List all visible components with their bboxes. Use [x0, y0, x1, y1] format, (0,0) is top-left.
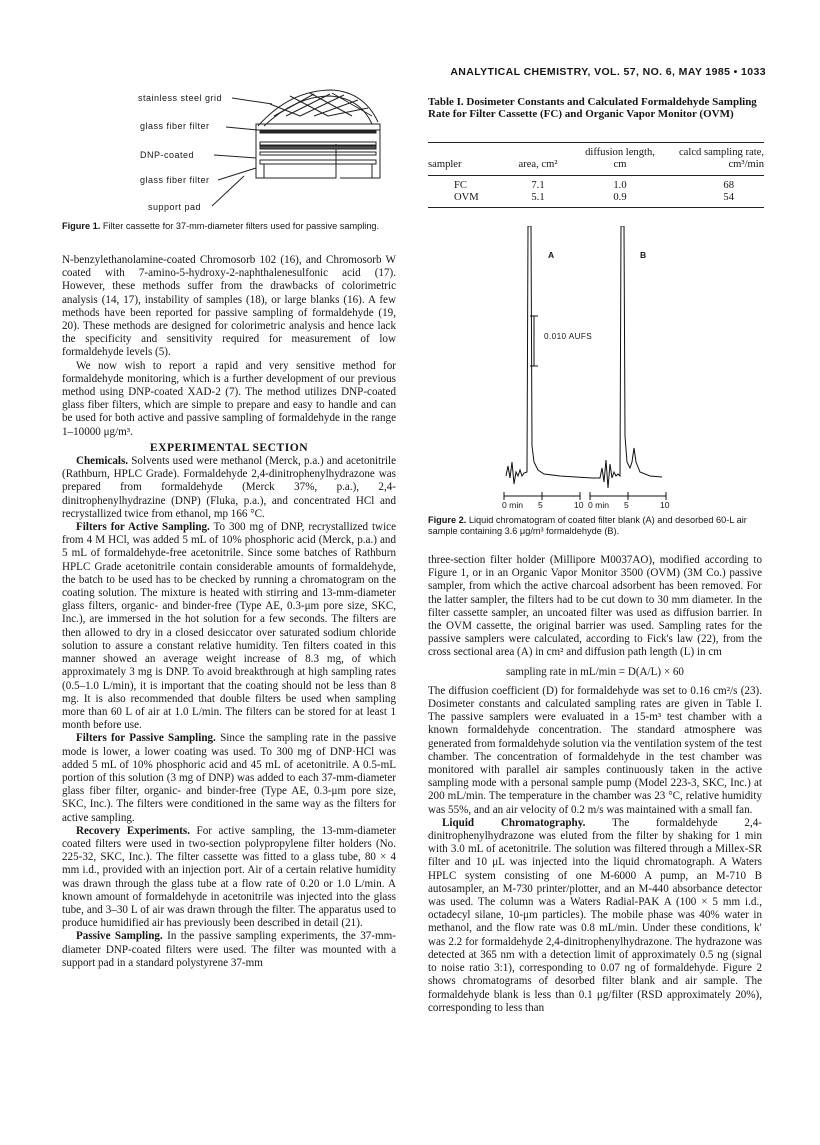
figure-2-caption-label: Figure 2.: [428, 515, 467, 525]
axis-b-tick-0: 0 min: [588, 500, 610, 510]
table-cell: 5.1: [498, 192, 578, 208]
peak-label-a: A: [548, 250, 555, 260]
figure-2-caption: [428, 515, 764, 537]
table-1: [428, 142, 764, 208]
axis-b-tick-5: 5: [624, 500, 629, 510]
axis-b-tick-10: 10: [660, 500, 670, 510]
paragraph-text: The formaldehyde 2,4-dinitrophenylhydrazone was eluted from the filter by shaking for 1 min with 3.0 mL of acetonitrile. The solution was filtered through a Millex-SR filter and 10 μL was injected into the liquid chromatograph. A Waters HPLC system consisting of one M-6000 A pump, an M-710 B autosampler, an M-730 printer/plotter, and an M-440 absorbance detector was used. The column was a Waters Radial-PAK A (100 × 5 mm i.d., octadecyl silane, 10-μm particles). The mobile phase was 40% water in methanol, and the flow rate was 0.8 mL/min. Under these conditions, k′ was 2.2 for formaldehyde 2,4-dinitrophenylhydrazone. The hydrazone was detected at 365 nm with a detection limit of approximately 0.5 ng (signal to noise ratio 3:1), corresponding to 0.07 ng of formaldehyde. Figure 2 shows chromatograms of desorbed filter blank and air sample. The formaldehyde blank is less than 0.1 μg/filter (RSD approximately 20%), corresponding to less than: [428, 816, 762, 1014]
label-glass-fiber-filter-bottom: glass fiber filter: [140, 175, 210, 185]
table-cell: FC: [454, 180, 467, 191]
paragraph-passive-filters: [62, 732, 396, 824]
table-header-cell: diffusion length, cm: [578, 143, 662, 176]
table-cell: 54: [662, 192, 764, 208]
paragraph-text: To 300 mg of DNP, recrystallized twice from 4 M HCl, was added 5 mL of 10% phosphoric acid (Merck, p.a.) and 5 mL of formaldehyde-free acetonitrile. Since some batches of Rathburn HPLC Grade acetonitrile contain considerable amounts of formaldehyde, the batch to be used has to be checked by running a chromatogram on the coating solution. The mixture is heated with stirring and 13-mm-diameter glass filters, organic- and binder-free (Type AE, 0.3-μm pore size, SKC, Inc.), are immersed in the hot solution for a few seconds. The filters are then allowed to dry in a closed desiccator over saturated sodium chloride solution to assure a constant relative humidity. Ten filters coated in this manner showed an average weight increase of 8.3 mg, of which approximately 3 mg is DNP. To avoid breakthrough at high sampling rates (0.5–1.0 L/min), it is important that the coating should not be less than 8 mg. It is also recommended that double filters be used when sampling more than 60 L of air at 1.0 L/min. The filters can be stored for at least 1 month before use.: [62, 521, 396, 732]
table-cell: 68: [723, 180, 734, 191]
paragraph-chemicals: [62, 455, 396, 521]
label-support-pad: support pad: [148, 202, 202, 212]
table-header-row: [428, 143, 764, 176]
axis-a-tick-0: 0 min: [502, 500, 524, 510]
equation: sampling rate in mL/min = D(A/L) × 60: [506, 665, 684, 678]
table-header-cell: calcd sampling rate, cm³/min: [662, 143, 764, 176]
table-header-cell: sampler: [428, 143, 498, 176]
table-cell: 0.9: [578, 192, 662, 208]
label-stainless-steel-grid: stainless steel grid: [138, 93, 223, 103]
section-heading: EXPERIMENTAL SECTION: [149, 440, 309, 454]
axis-a-tick-5: 5: [538, 500, 543, 510]
label-dnp-coated: DNP-coated: [140, 150, 195, 160]
paragraph-passive-sampling: [62, 930, 396, 970]
run-in-heading: Recovery Experiments.: [76, 824, 191, 837]
table-cell: 7.1: [531, 180, 545, 191]
paragraph: The diffusion coefficient (D) for formaldehyde was set to 0.16 cm²/s (23). Dosimeter constants and calculated sampling rates are given in Table I. The passive samplers were evaluated in a 15-m³ test chamber with a known formaldehyde concentration. The standard atmosphere was generated from formaldehyde solution via the ventilation system of the test chamber. The concentration of formaldehyde in the test chamber was monitored with parallel air samples continuously taken in the active sampling mode with a personal sample pump (Model 223-3, SKC, Inc.) at 200 mL/min. The temperature in the chamber was 23 °C, relative humidity was 55%, and an air velocity of 0.2 m/s was maintained with a small fan.: [428, 684, 762, 816]
figure-2: [500, 226, 690, 516]
paragraph-active-filters: [62, 521, 396, 732]
run-in-heading: Passive Sampling.: [76, 930, 163, 943]
figure-2-caption-text: Liquid chromatogram of coated filter blank (A) and desorbed 60-L air sample containing 3.6 μg/m³ formaldehyde (B).: [428, 515, 747, 536]
label-glass-fiber-filter-top: glass fiber filter: [140, 121, 210, 131]
table-cell: 1.0: [613, 180, 627, 191]
paragraph-text: Since the sampling rate in the passive mode is lower, a lower coating was used. To 300 mg of DNP·HCl was added 5 mL of 10% phosphoric acid and 45 mL of acetonitrile. A 0.5-mL portion of this solution (3 mg of DNP) was added to each 37-mm-diameter glass fiber filter, organic- and binder-free (Type AE, 0.3-μm pore size, SKC, Inc.). The filters were conditioned in the same way as the filters for active sampling.: [62, 732, 396, 824]
right-column: [428, 554, 762, 1015]
left-column: [62, 254, 396, 970]
paragraph-text: For active sampling, the 13-mm-diameter coated filters were used in two-section polypropylene filter holders (No. 225-32, SKC, Inc.). The filter cassette was fitted to a glass tube, 80 × 4 mm i.d., provided with an injection port. Air of a certain relative humidity was drawn through the glass tube at a flow rate of 0.20 or 1.0 L/min. A known amount of formaldehyde in acetonitrile was injected into the glass tube, and 3–30 L of air was drawn through the filter. The apparatus used to produce humidified air has previously been described in detail (21).: [62, 824, 397, 930]
figure-1-caption: [62, 221, 398, 232]
table-cell: OVM: [428, 192, 498, 208]
paragraph-text: In the passive sampling experiments, the 37-mm-diameter DNP-coated filters were used. The filter was mounted with a support pad in a standard polystyrene 37-mm: [62, 930, 397, 969]
run-in-heading: Liquid Chromatography.: [442, 816, 586, 829]
run-in-heading: Filters for Passive Sampling.: [76, 732, 216, 745]
paragraph-text: Solvents used were methanol (Merck, p.a.) and acetonitrile (Rathburn, HPLC Grade). Formaldehyde 2,4-dinitrophenylhydrazone was prepared from formaldehyde (Merck 37%, p.a.), 2,4-dinitrophenylhydrazine (DNP) (Fluka, p.a.), and concentrated HCl and recrystallized twice from ethanol, mp 166 °C.: [62, 455, 396, 520]
figure-1-caption-text: Filter cassette for 37-mm-diameter filters used for passive sampling.: [102, 221, 380, 231]
cassette-diagram: [60, 86, 400, 216]
paragraph: We now wish to report a rapid and very sensitive method for formaldehyde monitoring, which is a further development of our previous method using DNP-coated XAD-2 (7). The method utilizes DNP-coated glass fiber filters, which are simple to prepare and easy to handle and can be used for both active and passive sampling of formaldehyde in the range 1–10000 μg/m³.: [62, 359, 396, 438]
chromatogram-plot: [500, 226, 690, 516]
paragraph: three-section filter holder (Millipore M0037AO), modified according to Figure 1, or in an Organic Vapor Monitor 3500 (OVM) (3M Co.) passive sampler, from which the active charcoal adsorbent has been removed. For the latter sampler, the filters had to be cut down to 30 mm diameter. In the filter cassette sampler, an uncoated filter was used as diffusion barrier. In the OVM cassette, the original barrier was used. Sampling rates for the passive samplers were calculated, according to Fick's law (22), from the cross sectional area (A) in cm² and diffusion path length (L) in cm: [428, 554, 762, 659]
run-in-heading: Chemicals.: [76, 455, 129, 468]
table-row: [428, 192, 764, 208]
figure-1: [60, 86, 400, 216]
table-header-cell: area, cm²: [498, 143, 578, 176]
axis-a-tick-10: 10: [574, 500, 584, 510]
running-header: ANALYTICAL CHEMISTRY, VOL. 57, NO. 6, MAY 1985 • 1033: [450, 66, 766, 78]
run-in-heading: Filters for Active Sampling.: [76, 521, 210, 534]
figure-1-caption-label: Figure 1.: [62, 221, 101, 231]
scale-label: 0.010 AUFS: [544, 332, 593, 341]
peak-label-b: B: [640, 250, 647, 260]
paragraph: N-benzylethanolamine-coated Chromosorb 102 (16), and Chromosorb W coated with 7-amino-5-hydroxy-2-naphthalenesulfonic acid (17). However, these methods suffer from the drawbacks of colorimetric analysis (14, 17), instability of samples (18), or large blanks (16). A few methods have been reported for passive sampling of formaldehyde (19, 20). These methods are designed for colorimetric analysis and hence lack the specificity and sensitivity required for measurement of low formaldehyde levels (5).: [62, 254, 396, 359]
paragraph-liquid-chromatography: [428, 817, 762, 1015]
table-1-title: Table I. Dosimeter Constants and Calculated Formaldehyde Sampling Rate for Filter Cassette (FC) and Organic Vapor Monitor (OVM): [428, 96, 757, 121]
paragraph-recovery: [62, 825, 396, 931]
table-row: [428, 176, 764, 193]
